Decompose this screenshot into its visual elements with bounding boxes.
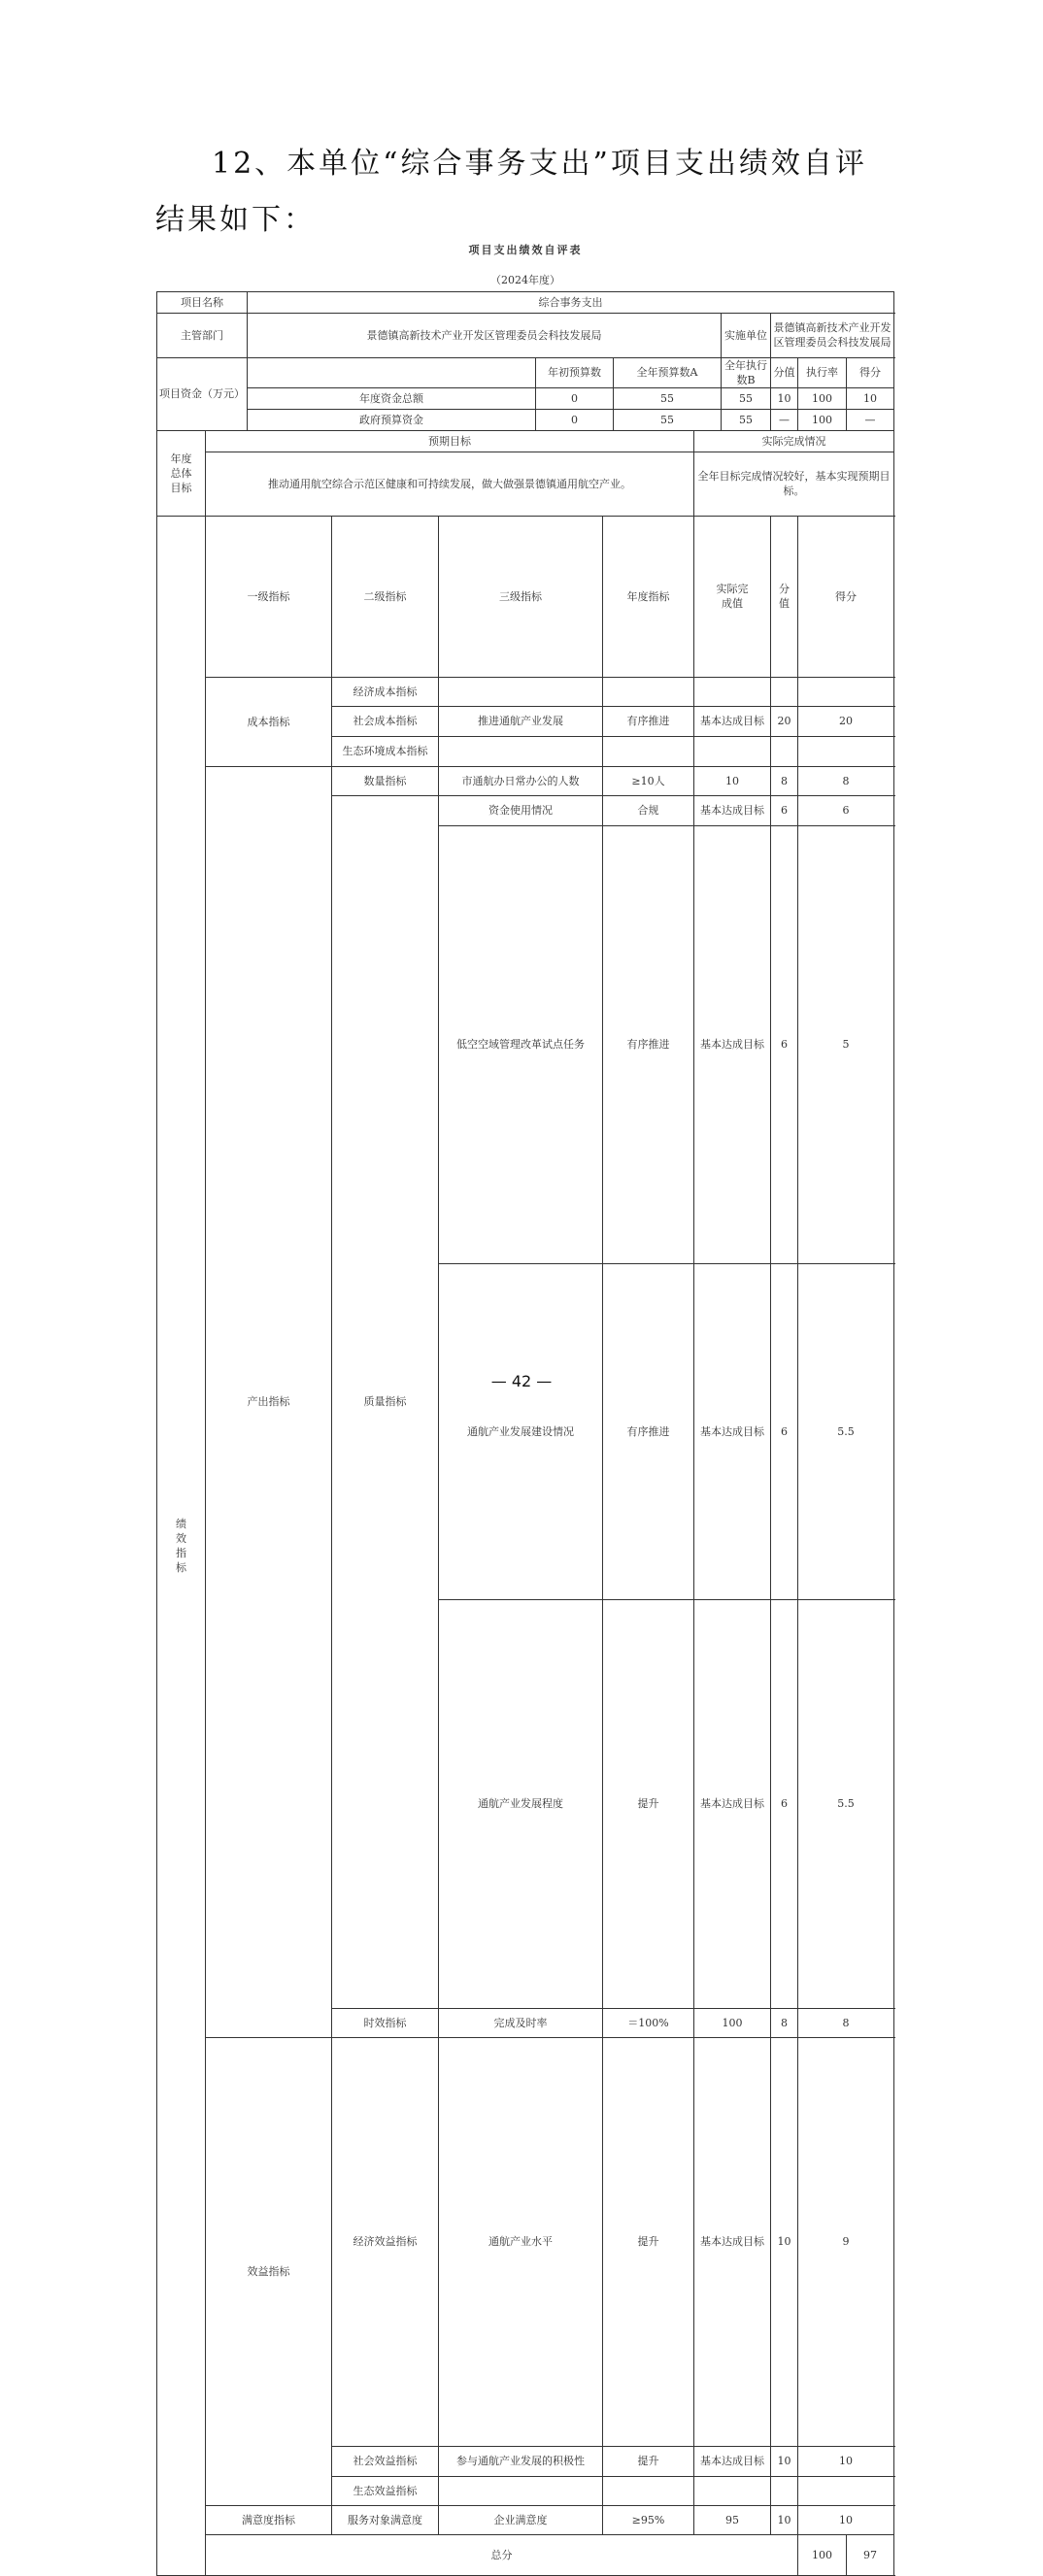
indicator-header: 一级指标 [206, 516, 332, 677]
funds-header: 全年预算数A [614, 357, 722, 387]
got-cell: 9 [798, 2037, 894, 2446]
group-output: 产出指标 [206, 766, 332, 2037]
funds-cell: 10 [771, 387, 798, 409]
target-cell: ≥95% [603, 2505, 694, 2534]
group-benefit: 效益指标 [206, 2037, 332, 2505]
l2-cell: 质量指标 [332, 795, 439, 2008]
actual-cell: 基本达成目标 [694, 1263, 771, 1599]
l3-cell [439, 677, 603, 706]
funds-row [157, 387, 894, 409]
table-year: （2024年度） [490, 273, 561, 286]
score-cell: 6 [771, 1263, 798, 1599]
total-got: 97 [847, 2534, 894, 2575]
funds-cell: 10 [847, 387, 894, 409]
indicator-header: 二级指标 [332, 516, 439, 677]
got-cell: 6 [798, 795, 894, 825]
actual-cell: 基本达成目标 [694, 706, 771, 736]
indicator-header: 三级指标 [439, 516, 603, 677]
funds-cell: 55 [722, 387, 771, 409]
target-cell: 有序推进 [603, 825, 694, 1263]
actual-cell: 基本达成目标 [694, 2037, 771, 2446]
group-satisfaction: 满意度指标 [206, 2505, 332, 2534]
l3-cell: 完成及时率 [439, 2008, 603, 2037]
total-label: 总分 [206, 2534, 798, 2575]
l2-cell: 生态效益指标 [332, 2476, 439, 2505]
indicator-header: 得分 [798, 516, 894, 677]
l2-cell: 时效指标 [332, 2008, 439, 2037]
goals-label: 年度总体目标 [157, 430, 206, 516]
funds-header: 执行率 [798, 357, 847, 387]
funds-row-name: 年度资金总额 [248, 387, 536, 409]
actual-cell [694, 736, 771, 766]
funds-header: 年初预算数 [536, 357, 614, 387]
score-cell: 8 [771, 2008, 798, 2037]
performance-table [156, 230, 894, 2576]
total-score: 100 [798, 2534, 847, 2575]
got-cell [798, 736, 894, 766]
l3-cell [439, 736, 603, 766]
table-title: 项目支出绩效自评表 [468, 243, 583, 256]
l3-cell: 市通航办日常办公的人数 [439, 766, 603, 795]
intro-paragraph: 12、本单位“综合事务支出”项目支出绩效自评结果如下： [155, 147, 867, 237]
score-cell: 10 [771, 2505, 798, 2534]
score-cell [771, 677, 798, 706]
l3-cell: 推进通航产业发展 [439, 706, 603, 736]
table-row [157, 2037, 894, 2446]
actual-cell [694, 677, 771, 706]
funds-cell: 55 [614, 387, 722, 409]
funds-cell: — [771, 409, 798, 430]
l2-cell: 经济成本指标 [332, 677, 439, 706]
got-cell: 10 [798, 2446, 894, 2476]
dept-value: 景德镇高新技术产业开发区管理委员会科技发展局 [248, 313, 722, 357]
project-name-label: 项目名称 [157, 291, 248, 313]
score-cell [771, 2476, 798, 2505]
funds-cell: 100 [798, 387, 847, 409]
indicator-header: 分值 [771, 516, 798, 677]
target-cell [603, 677, 694, 706]
score-cell: 8 [771, 766, 798, 795]
l2-cell: 数量指标 [332, 766, 439, 795]
total-row [157, 2534, 894, 2575]
l2-cell: 经济效益指标 [332, 2037, 439, 2446]
indicators-label: 绩效指标 [157, 516, 206, 2575]
got-cell [798, 677, 894, 706]
actual-goal: 全年目标完成情况较好，基本实现预期目标。 [694, 452, 894, 516]
score-cell: 6 [771, 795, 798, 825]
actual-cell: 100 [694, 2008, 771, 2037]
l3-cell: 通航产业发展程度 [439, 1599, 603, 2008]
got-cell: 8 [798, 2008, 894, 2037]
funds-header: 分值 [771, 357, 798, 387]
funds-cell: — [847, 409, 894, 430]
actual-cell: 95 [694, 2505, 771, 2534]
l3-cell [439, 2476, 603, 2505]
l2-cell: 生态环境成本指标 [332, 736, 439, 766]
got-cell [798, 2476, 894, 2505]
actual-cell: 基本达成目标 [694, 1599, 771, 2008]
funds-header: 得分 [847, 357, 894, 387]
indicator-header: 年度指标 [603, 516, 694, 677]
target-cell: 提升 [603, 2037, 694, 2446]
got-cell: 5.5 [798, 1599, 894, 2008]
target-cell: ≥10人 [603, 766, 694, 795]
project-name-value: 综合事务支出 [248, 291, 894, 313]
l3-cell: 企业满意度 [439, 2505, 603, 2534]
funds-row-name: 政府预算资金 [248, 409, 536, 430]
score-cell: 10 [771, 2037, 798, 2446]
funds-cell: 0 [536, 387, 614, 409]
target-cell [603, 736, 694, 766]
got-cell: 20 [798, 706, 894, 736]
actual-cell: 基本达成目标 [694, 795, 771, 825]
l3-cell: 通航产业水平 [439, 2037, 603, 2446]
target-cell: 合规 [603, 795, 694, 825]
actual-cell: 基本达成目标 [694, 825, 771, 1263]
l3-cell: 低空空域管理改革试点任务 [439, 825, 603, 1263]
funds-header: 全年执行数B [722, 357, 771, 387]
impl-label: 实施单位 [722, 313, 771, 357]
actual-goal-header: 实际完成情况 [694, 430, 894, 452]
impl-value: 景德镇高新技术产业开发区管理委员会科技发展局 [771, 313, 894, 357]
table-row [157, 677, 894, 706]
target-cell: ＝100% [603, 2008, 694, 2037]
target-cell: 提升 [603, 1599, 694, 2008]
funds-cell: 55 [614, 409, 722, 430]
score-cell [771, 736, 798, 766]
l2-cell: 社会效益指标 [332, 2446, 439, 2476]
funds-row [157, 409, 894, 430]
group-cost: 成本指标 [206, 677, 332, 766]
l3-cell: 通航产业发展建设情况 [439, 1263, 603, 1599]
score-cell: 10 [771, 2446, 798, 2476]
l2-cell: 社会成本指标 [332, 706, 439, 736]
actual-cell: 基本达成目标 [694, 2446, 771, 2476]
score-cell: 6 [771, 825, 798, 1263]
table-row [157, 766, 894, 795]
target-cell: 提升 [603, 2446, 694, 2476]
indicator-header: 实际完成值 [694, 516, 771, 677]
funds-label: 项目资金（万元） [157, 357, 248, 430]
expected-goal-header: 预期目标 [206, 430, 694, 452]
l3-cell: 资金使用情况 [439, 795, 603, 825]
got-cell: 8 [798, 766, 894, 795]
score-cell: 20 [771, 706, 798, 736]
actual-cell [694, 2476, 771, 2505]
dept-label: 主管部门 [157, 313, 248, 357]
page-number: — 42 — [490, 1372, 553, 1390]
table-row [157, 2505, 894, 2534]
funds-cell: 55 [722, 409, 771, 430]
expected-goal: 推动通用航空综合示范区健康和可持续发展，做大做强景德镇通用航空产业。 [206, 452, 694, 516]
target-cell [603, 2476, 694, 2505]
got-cell: 5 [798, 825, 894, 1263]
funds-cell: 100 [798, 409, 847, 430]
l2-cell: 服务对象满意度 [332, 2505, 439, 2534]
target-cell: 有序推进 [603, 1263, 694, 1599]
score-cell: 6 [771, 1599, 798, 2008]
l3-cell: 参与通航产业发展的积极性 [439, 2446, 603, 2476]
actual-cell: 10 [694, 766, 771, 795]
got-cell: 5.5 [798, 1263, 894, 1599]
target-cell: 有序推进 [603, 706, 694, 736]
funds-cell: 0 [536, 409, 614, 430]
got-cell: 10 [798, 2505, 894, 2534]
